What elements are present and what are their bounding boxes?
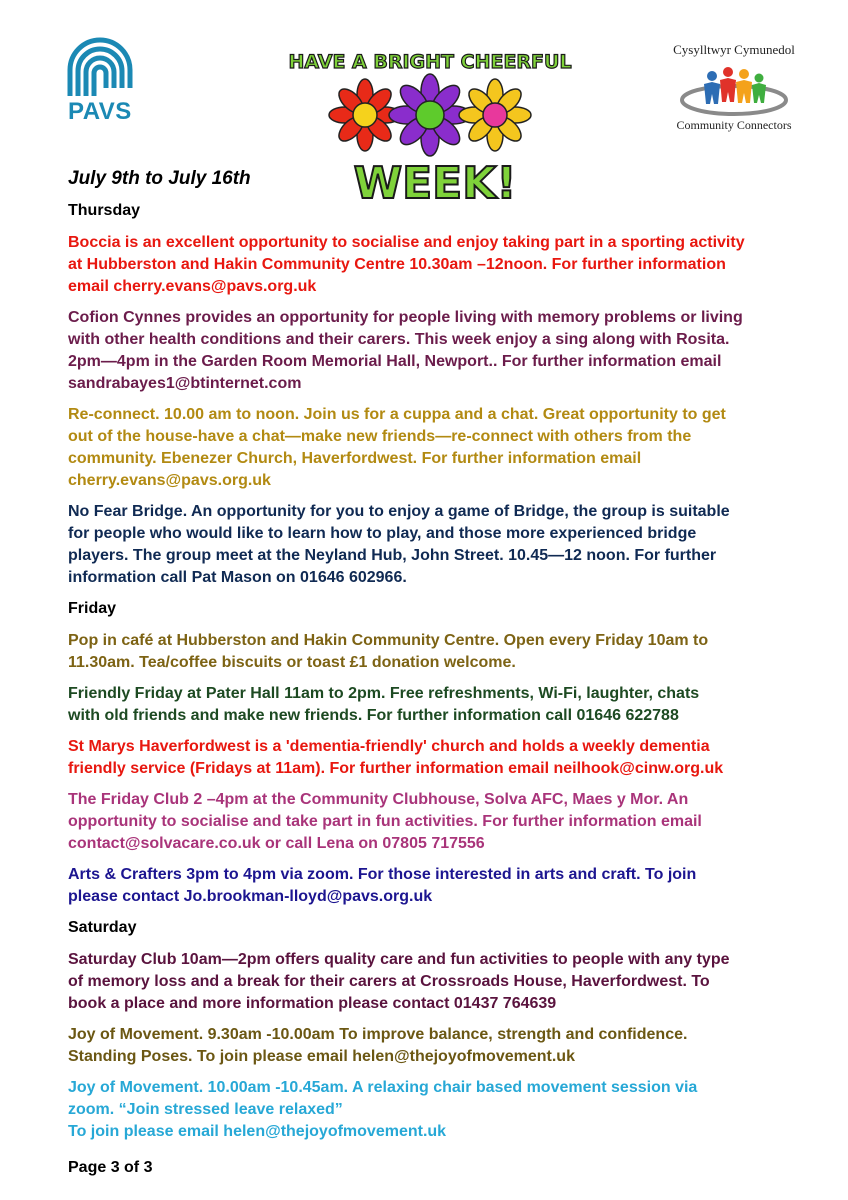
cc-logo-welsh-text: Cysylltwyr Cymunedol (673, 42, 795, 57)
yellow-flower-icon (459, 79, 531, 151)
day-heading-thursday: Thursday (68, 202, 141, 219)
cc-logo-english-text: Community Connectors (676, 118, 792, 132)
event-joy-of-movement-chair: Joy of Movement. 10.00am -10.45am. A relaxing chair based movement session via zoom. “Join stressed leave relaxed” To join please email helen@thejoyofmovement.uk (68, 1079, 698, 1140)
date-range-heading: July 9th to July 16th (68, 168, 251, 189)
bright-logo-week: WEEK! (353, 158, 517, 209)
event-friday-club: The Friday Club 2 –4pm at the Community Clubhouse, Solva AFC, Maes y Mor. An opportunity to socialise and take part in fun activities. For further information email contact@solvacare.co.uk or call Lena on 07805 717556 (68, 791, 702, 852)
page-number: Page 3 of 3 (68, 1159, 153, 1176)
day-heading-saturday: Saturday (68, 919, 137, 936)
event-joy-of-movement-standing: Joy of Movement. 9.30am -10.00am To improve balance, strength and confidence. Standing Poses. To join please email helen@thejoyofmovement.uk (68, 1026, 688, 1065)
event-boccia: Boccia is an excellent opportunity to socialise and enjoy taking part in a sporting activity at Hubberston and Hakin Community Centre 10.30am –12noon. For further information email cherry.evans@pavs.org.uk (68, 234, 745, 295)
event-cofion-cynnes: Cofion Cynnes provides an opportunity for people living with memory problems or living with other health conditions and their carers. This week enjoy a sing along with Rosita. 2pm—4pm in the Garden Room Memorial Hall, Newport.. For further information email sandrabayes1@btinternet.com (68, 309, 743, 392)
event-pop-in-cafe: Pop in café at Hubberston and Hakin Community Centre. Open every Friday 10am to 11.30am. Tea/coffee biscuits or toast £1 donation welcome. (68, 632, 709, 671)
community-connectors-logo (664, 40, 804, 150)
event-arts-crafters: Arts & Crafters 3pm to 4pm via zoom. For those interested in arts and craft. To join please contact Jo.brookman-lloyd@pavs.org.uk (68, 866, 697, 905)
pavs-arch-icon (66, 36, 138, 98)
event-no-fear-bridge: No Fear Bridge. An opportunity for you to enjoy a game of Bridge, the group is suitable for people who would like to learn how to play, and those more experienced bridge players. The group meet at the Neyland Hub, John Street. 10.45—12 noon. For further information call Pat Mason on 01646 602966. (68, 503, 730, 586)
event-re-connect: Re-connect. 10.00 am to noon. Join us for a cuppa and a chat. Great opportunity to get out of the house-have a chat—make new friends—re-connect with others from the community. Ebenezer Church, Haverfordwest. For further information email cherry.evans@pavs.org.uk (68, 406, 726, 489)
day-heading-friday: Friday (68, 600, 117, 617)
event-friendly-friday: Friendly Friday at Pater Hall 11am to 2pm. Free refreshments, Wi-Fi, laughter, chats with old friends and make new friends. For further information call 01646 622788 (68, 685, 700, 724)
events-list (68, 200, 808, 1179)
bright-logo-title: HAVE A BRIGHT CHEERFUL (288, 51, 572, 73)
event-st-marys-service: St Marys Haverfordwest is a 'dementia-friendly' church and holds a weekly dementia friendly service (Fridays at 11am). For further information email neilhook@cinw.org.uk (68, 738, 724, 777)
event-saturday-club: Saturday Club 10am—2pm offers quality care and fun activities to people with any type of memory loss and a break for their carers at Crossroads House, Haverfordwest. To book a place and more information please contact 01437 764639 (68, 951, 730, 1012)
pavs-logo-text: PAVS (68, 98, 132, 125)
bright-cheerful-week-logo (288, 40, 572, 210)
